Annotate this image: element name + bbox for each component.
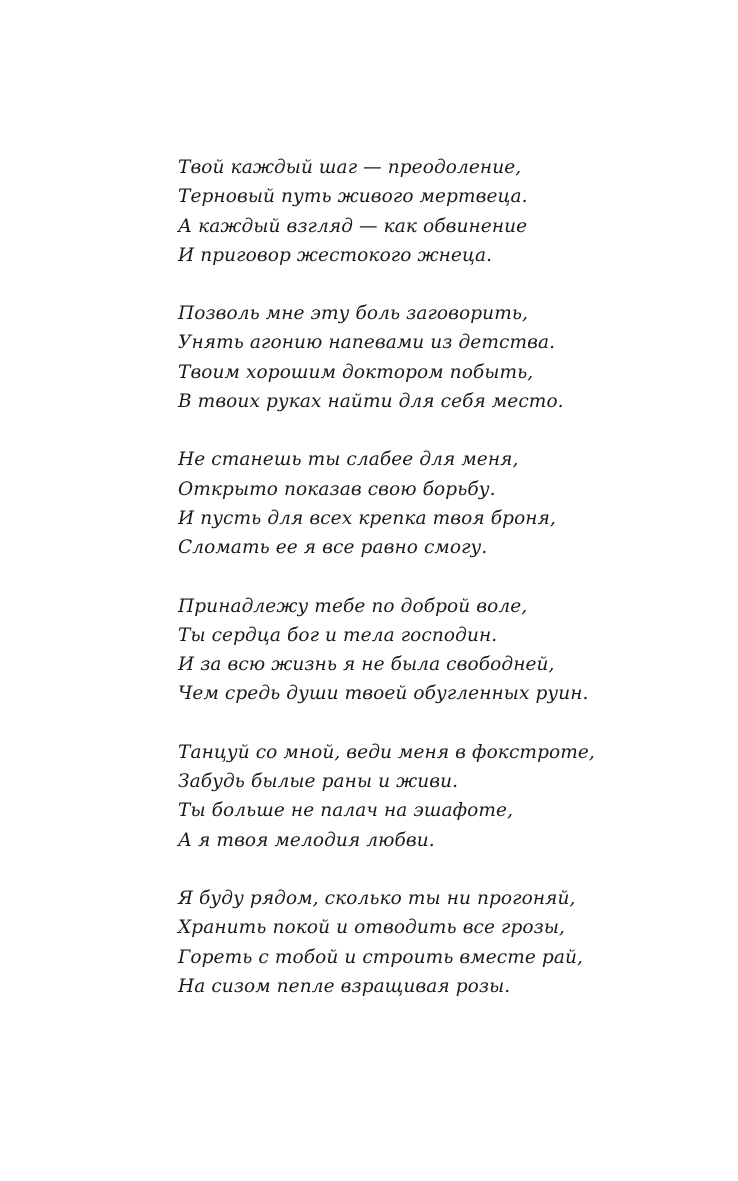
poem-line: Танцуй со мной, веди меня в фокстроте,: [178, 741, 595, 763]
poem-line: А я твоя мелодия любви.: [178, 829, 435, 851]
poem-line: Хранить покой и отводить все грозы,: [178, 917, 566, 939]
poem-line: Твоим хорошим доктором побыть,: [178, 361, 534, 383]
poem-line: Открыто показав свою борьбу.: [178, 478, 496, 500]
poem-line: Сломать ее я все равно смогу.: [178, 537, 488, 559]
poem-line: Твой каждый шаг — преодоление,: [178, 157, 522, 178]
stanza-3: [178, 445, 698, 562]
poem-line: Позволь мне эту боль заговорить,: [178, 303, 528, 325]
poem-line: Унять агонию напевами из детства.: [178, 332, 556, 354]
stanza-5: [178, 738, 698, 855]
stanza-1: [178, 153, 698, 270]
poem-line: Терновый путь живого мертвеца.: [178, 186, 528, 208]
poem-line: Не станешь ты слабее для меня,: [178, 449, 519, 471]
poem-line: Забудь былые раны и живи.: [178, 771, 459, 793]
poem-line: Чем средь души твоей обугленных руин.: [178, 683, 589, 705]
stanza-2: [178, 299, 698, 416]
poem-line: Ты сердца бог и тела господин.: [178, 624, 498, 646]
poem-line: На сизом пепле взращивая розы.: [178, 975, 511, 997]
stanza-6: [178, 884, 698, 1001]
poem-line: И за всю жизнь я не была свободней,: [178, 654, 555, 676]
poem-line: И пусть для всех крепка твоя броня,: [178, 507, 556, 529]
poem: [178, 153, 698, 1030]
poem-line: В твоих руках найти для себя место.: [178, 391, 564, 413]
poem-line: Гореть с тобой и строить вместе рай,: [178, 946, 583, 968]
poem-line: Ты больше не палач на эшафоте,: [178, 800, 514, 822]
poem-line: А каждый взгляд — как обвинение: [178, 215, 528, 237]
poem-line: Принадлежу тебе по доброй воле,: [178, 595, 528, 617]
poem-line: И приговор жестокого жнеца.: [178, 244, 493, 266]
stanza-4: [178, 592, 698, 709]
poem-line: Я буду рядом, сколько ты ни прогоняй,: [178, 887, 576, 909]
